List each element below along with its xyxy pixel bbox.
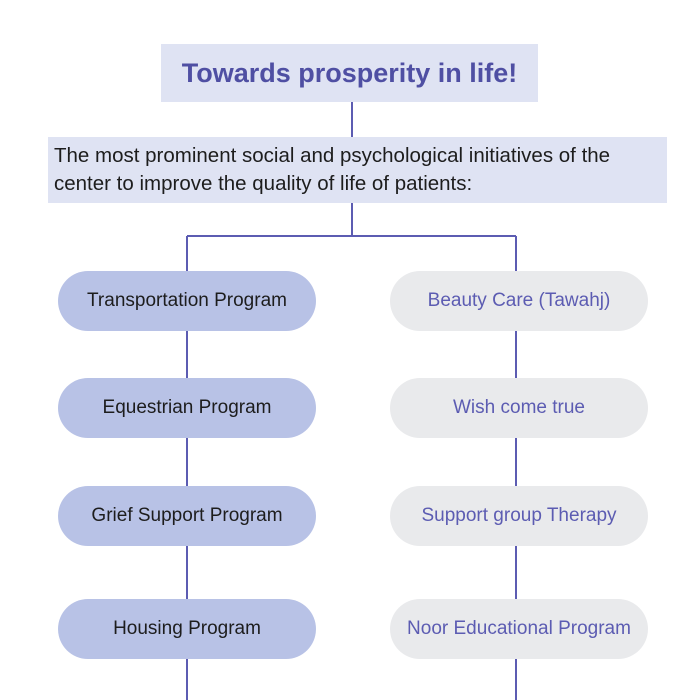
program-label: Grief Support Program (91, 505, 283, 526)
subtitle-box (48, 137, 667, 203)
program-label: Beauty Care (Tawahj) (427, 290, 611, 311)
program-node-transportation (58, 271, 316, 331)
program-label: Housing Program (113, 618, 261, 639)
diagram-subtitle: The most prominent social and psychological initiatives of the center to improve the quality of life of patients: (54, 144, 611, 195)
diagram-title: Towards prosperity in life! (181, 57, 518, 88)
program-node-grief-support (58, 486, 316, 546)
program-node-housing (58, 599, 316, 659)
program-node-beauty-care (390, 271, 648, 331)
program-label: Wish come true (453, 397, 585, 418)
title-box (161, 44, 538, 102)
program-label: Noor Educational Program (407, 618, 631, 639)
program-label: Equestrian Program (102, 397, 272, 418)
program-label: Transportation Program (87, 290, 287, 311)
program-label: Support group Therapy (421, 505, 617, 526)
program-node-wish-come-true (390, 378, 648, 438)
program-node-equestrian (58, 378, 316, 438)
program-node-support-group-therapy (390, 486, 648, 546)
program-node-noor-educational (390, 599, 648, 659)
